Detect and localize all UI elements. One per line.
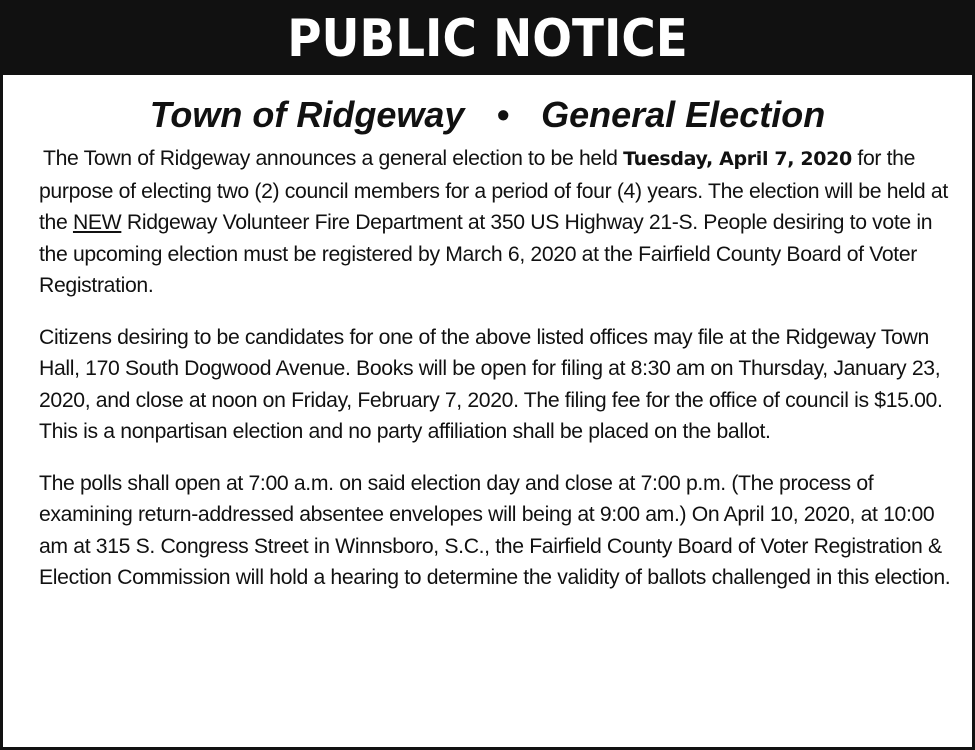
subtitle-town: Town of Ridgeway — [149, 94, 465, 135]
paragraph-election-announcement — [39, 143, 960, 302]
subtitle-event: General Election — [541, 94, 826, 135]
header-banner — [3, 3, 972, 75]
notice-body — [3, 143, 972, 594]
p1-text-middle: for the purpose of electing two (2) council members for a period of four (4) years. The election will be held at the — [39, 147, 948, 234]
subtitle-bullet: • — [496, 94, 510, 135]
paragraph-candidate-filing: Citizens desiring to be candidates for one of the above listed offices may file at the Ridgeway Town Hall, 170 South Dogwood Avenue. Books will be open for filing at 8:30 am on Thursday, January 23, 2020, and close at noon on Friday, February 7, 2020. The filing fee for the office of council is $15.00. This is a nonpartisan election and no party affiliation shall be placed on the ballot. — [39, 325, 943, 443]
new-emphasis: NEW — [72, 211, 122, 234]
election-date: Tuesday, April 7, 2020 — [623, 148, 852, 170]
notice-subtitle — [3, 94, 972, 135]
p1-text-start: The Town of Ridgeway announces a general election to be held — [43, 147, 624, 170]
paragraph-polls-and-hearing: The polls shall open at 7:00 a.m. on said election day and close at 7:00 p.m. (The process of examining return-addressed absentee envelopes will being at 9:00 am.) On April 10, 2020, at 10:00 am at 315 S. Congress Street in Winnsboro, S.C., the Fairfield County Board of Voter Registration & Election Commission will hold a hearing to determine the validity of ballots challenged in this election. — [39, 471, 951, 589]
notice-title: PUBLIC NOTICE — [287, 9, 688, 69]
p1-text-end: Ridgeway Volunteer Fire Department at 350 US Highway 21-S. People desiring to vote in the upcoming election must be registered by March 6, 2020 at the Fairfield County Board of Voter Registration. — [39, 211, 933, 297]
